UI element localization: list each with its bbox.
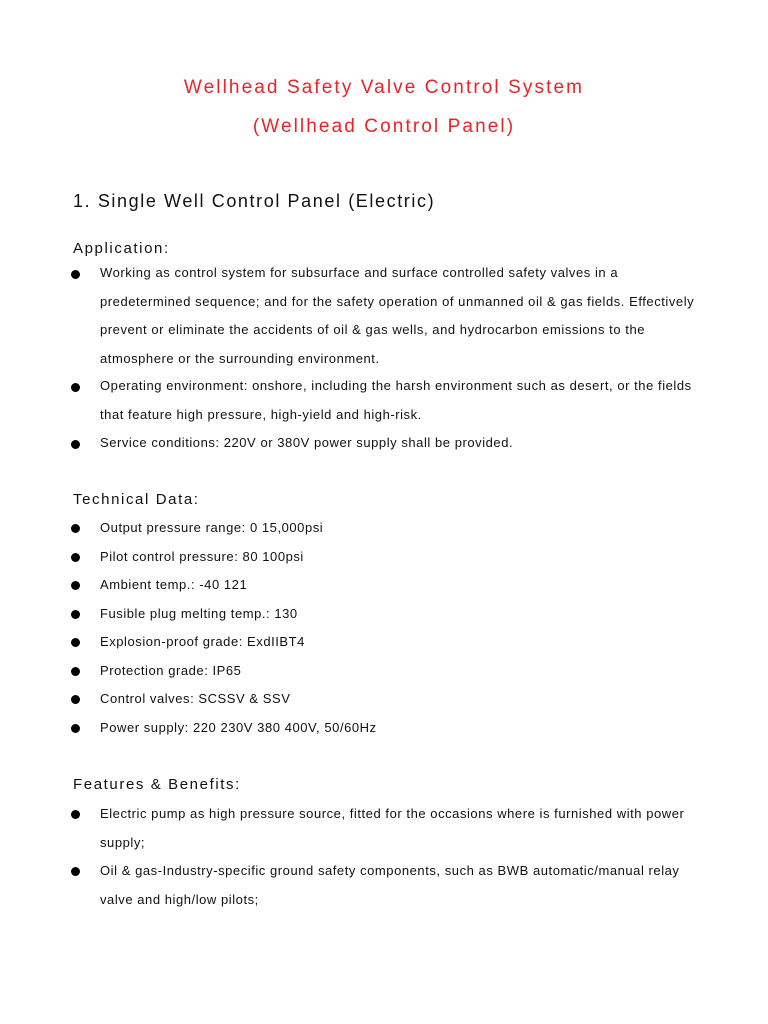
list-item-text: Working as control system for subsurface and surface controlled safety valves in a predetermined sequence; and for the safety operation of unmanned oil & gas fields. Effectively prevent or eliminate the accidents of oil & gas wells, and hydrocarbon emissions to the atmosphere or the surrounding environment.: [100, 265, 695, 366]
bullet-icon: [71, 581, 80, 590]
technical-data-heading: Technical Data:: [73, 491, 200, 508]
list-item-text: Power supply: 220 230V 380 400V, 50/60Hz: [100, 720, 377, 735]
bullet-icon: [71, 383, 80, 392]
list-item-text: Fusible plug melting temp.: 130: [100, 606, 298, 621]
list-item-text: Pilot control pressure: 80 100psi: [100, 549, 304, 564]
list-item-text: Operating environment: onshore, including the harsh environment such as desert, or the fields that feature high pressure, high-yield and high-risk.: [100, 378, 692, 422]
bullet-icon: [71, 810, 80, 819]
bullet-icon: [71, 667, 80, 676]
list-item-text: Protection grade: IP65: [100, 663, 242, 678]
features-heading: Features & Benefits:: [73, 776, 241, 793]
application-heading: Application:: [73, 240, 170, 257]
list-item-text: Electric pump as high pressure source, fitted for the occasions where is furnished with power supply;: [100, 806, 685, 850]
list-item-text: Explosion-proof grade: ExdIIBT4: [100, 634, 305, 649]
bullet-icon: [71, 695, 80, 704]
bullet-icon: [71, 270, 80, 279]
bullet-icon: [71, 440, 80, 449]
bullet-icon: [71, 553, 80, 562]
bullet-icon: [71, 610, 80, 619]
list-item-text: Ambient temp.: -40 121: [100, 577, 248, 592]
document-subtitle: (Wellhead Control Panel): [252, 116, 516, 137]
section-heading: 1. Single Well Control Panel (Electric): [73, 191, 436, 211]
bullet-icon: [71, 867, 80, 876]
document-title: Wellhead Safety Valve Control System: [183, 77, 585, 98]
bullet-icon: [71, 524, 80, 533]
list-item-text: Control valves: SCSSV & SSV: [100, 691, 291, 706]
bullet-icon: [71, 724, 80, 733]
list-item-text: Oil & gas-Industry-specific ground safety components, such as BWB automatic/manual relay valve and high/low pilots;: [100, 863, 680, 907]
list-item-text: Output pressure range: 0 15,000psi: [100, 520, 324, 535]
list-item-text: Service conditions: 220V or 380V power supply shall be provided.: [100, 435, 514, 450]
bullet-icon: [71, 638, 80, 647]
